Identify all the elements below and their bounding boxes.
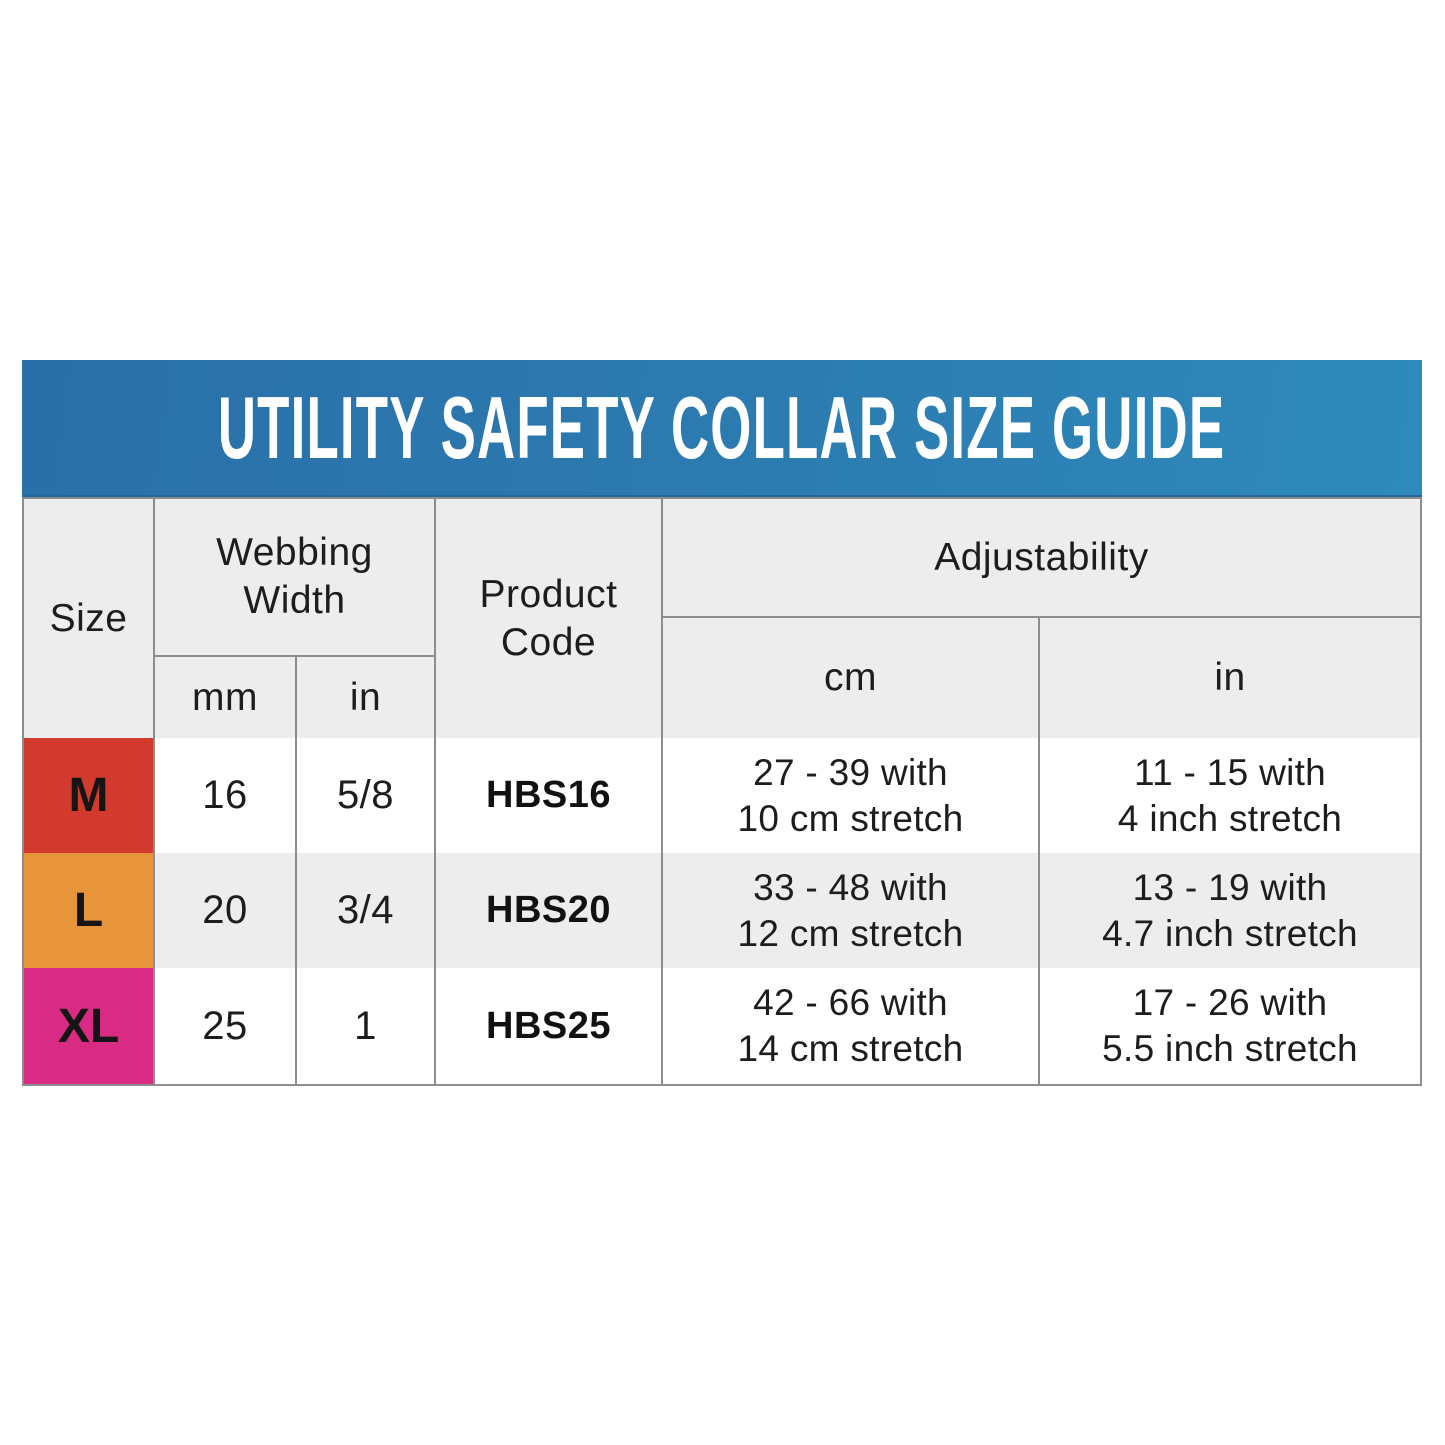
cell-xl-webbing-in bbox=[297, 968, 436, 1084]
cell-m-adjust-in bbox=[1040, 738, 1420, 853]
cell-xl-adjust-cm bbox=[663, 968, 1040, 1084]
header-product-code-line1: Product bbox=[479, 572, 618, 616]
value-xl-adjust-cm-line2: 14 cm stretch bbox=[737, 1028, 964, 1069]
value-xl-in: 1 bbox=[354, 1003, 377, 1048]
value-l-adjust-in-line1: 13 - 19 with bbox=[1132, 866, 1328, 908]
banner bbox=[22, 360, 1422, 497]
value-xl-adjust-in-line1: 17 - 26 with bbox=[1132, 982, 1328, 1024]
header-size-label: Size bbox=[49, 596, 128, 640]
page-title: UTILITY SAFETY COLLAR SIZE GUIDE bbox=[218, 377, 1226, 477]
cell-xl-product-code bbox=[436, 968, 663, 1084]
value-m-in: 5/8 bbox=[336, 773, 395, 817]
header-adjust-in-label: in bbox=[1214, 656, 1246, 699]
cell-xl-adjust-in bbox=[1040, 968, 1420, 1084]
value-l-in: 3/4 bbox=[336, 888, 395, 932]
size-guide-table bbox=[22, 497, 1422, 1086]
value-m-adjust-in-line1: 11 - 15 with bbox=[1133, 751, 1327, 793]
header-webbing-in-label: in bbox=[349, 675, 382, 719]
value-l-adjust-cm-line2: 12 cm stretch bbox=[737, 912, 964, 954]
header-adjust-cm-label: cm bbox=[824, 656, 877, 699]
header-webbing-width bbox=[155, 499, 436, 657]
header-webbing-mm bbox=[155, 657, 297, 738]
header-webbing-width-line1: Webbing bbox=[216, 531, 373, 575]
header-product-code-line2: Code bbox=[500, 620, 597, 664]
header-webbing-mm-label: mm bbox=[192, 675, 258, 719]
header-adjustability bbox=[663, 499, 1420, 618]
cell-m-adjust-cm bbox=[663, 738, 1040, 853]
size-swatch-m bbox=[24, 738, 155, 853]
size-label-xl: XL bbox=[57, 999, 120, 1053]
value-m-adjust-in-line2: 4 inch stretch bbox=[1117, 797, 1343, 839]
value-l-adjust-in-line2: 4.7 inch stretch bbox=[1102, 912, 1358, 954]
size-label-l: L bbox=[73, 884, 104, 937]
value-m-code: HBS16 bbox=[486, 774, 611, 816]
value-m-mm: 16 bbox=[202, 773, 248, 817]
size-swatch-l bbox=[24, 853, 155, 968]
value-xl-adjust-cm-line1: 42 - 66 with bbox=[753, 982, 948, 1024]
header-adjust-cm bbox=[663, 618, 1040, 738]
cell-l-webbing-mm bbox=[155, 853, 297, 968]
cell-l-adjust-in bbox=[1040, 853, 1420, 968]
cell-l-product-code bbox=[436, 853, 663, 968]
header-size bbox=[24, 499, 155, 738]
value-l-code: HBS20 bbox=[486, 889, 611, 931]
cell-l-adjust-cm bbox=[663, 853, 1040, 968]
value-xl-adjust-in-line2: 5.5 inch stretch bbox=[1102, 1028, 1358, 1069]
header-adjustability-label: Adjustability bbox=[934, 535, 1149, 579]
header-adjust-in bbox=[1040, 618, 1420, 738]
cell-l-webbing-in bbox=[297, 853, 436, 968]
value-l-mm: 20 bbox=[202, 888, 248, 932]
value-m-adjust-cm-line1: 27 - 39 with bbox=[753, 751, 948, 793]
size-guide bbox=[22, 360, 1422, 1086]
cell-m-webbing-mm bbox=[155, 738, 297, 853]
header-webbing-width-line2: Width bbox=[243, 579, 346, 622]
cell-m-product-code bbox=[436, 738, 663, 853]
cell-m-webbing-in bbox=[297, 738, 436, 853]
size-swatch-xl bbox=[24, 968, 155, 1084]
value-m-adjust-cm-line2: 10 cm stretch bbox=[737, 797, 964, 839]
header-product-code bbox=[436, 499, 663, 738]
value-l-adjust-cm-line1: 33 - 48 with bbox=[753, 866, 948, 908]
value-xl-mm: 25 bbox=[202, 1003, 248, 1048]
header-webbing-in bbox=[297, 657, 436, 738]
value-xl-code: HBS25 bbox=[486, 1004, 611, 1047]
cell-xl-webbing-mm bbox=[155, 968, 297, 1084]
size-label-m: M bbox=[68, 769, 109, 822]
